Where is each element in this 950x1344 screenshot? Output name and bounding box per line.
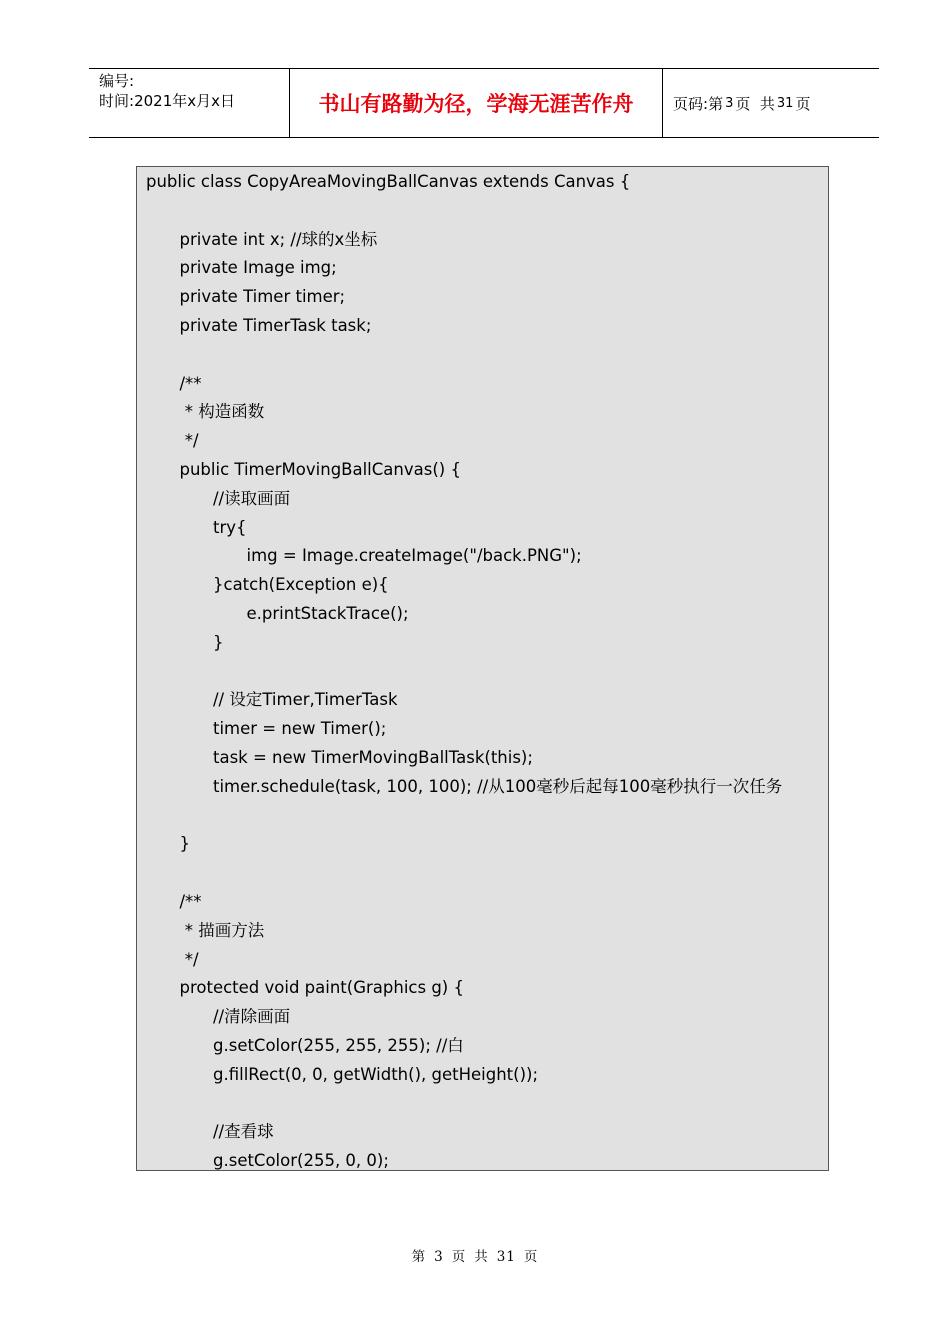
footer-total-label: 共 [474, 1249, 489, 1265]
code-line: */ [179, 949, 199, 969]
footer-post: 页 [523, 1249, 539, 1265]
code-line: * 描画方法 [179, 920, 265, 940]
code-line: try{ [213, 517, 247, 537]
code-line: g.fillRect(0, 0, getWidth(), getHeight()); [213, 1064, 539, 1084]
code-line: */ [179, 431, 199, 451]
code-line: g.setColor(255, 255, 255); //白 [213, 1036, 464, 1055]
code-line: protected void paint(Graphics g) { [179, 978, 464, 998]
page-post: 页 [795, 94, 811, 113]
code-line: * 构造函数 [179, 402, 265, 422]
header-motto [290, 69, 663, 137]
footer-pre: 第 [411, 1249, 427, 1265]
code-line: //查看球 [213, 1122, 274, 1142]
code-line: /** [179, 892, 202, 911]
time-row [99, 91, 289, 111]
header-meta [89, 69, 290, 137]
code-line: // 设定Timer,TimerTask [213, 690, 398, 710]
code-block [136, 166, 829, 1171]
code-line: timer = new Timer(); [213, 719, 387, 739]
code-line: } [213, 632, 224, 652]
code-line: //读取画面 [213, 488, 291, 508]
code-line: img = Image.createImage("/back.PNG"); [246, 546, 582, 566]
code-line: public TimerMovingBallCanvas() { [179, 460, 461, 479]
code-line: public class CopyAreaMovingBallCanvas extends Canvas { [146, 172, 631, 191]
code-line: private int x; //球的x坐标 [179, 229, 378, 249]
code-line: g.setColor(255, 0, 0); [213, 1151, 389, 1171]
page-pre: 第 [708, 94, 724, 113]
page-total: 31 [776, 95, 794, 111]
code-line: //清除画面 [213, 1007, 291, 1027]
code-line: private TimerTask task; [179, 316, 372, 335]
code-line: }catch(Exception e){ [213, 575, 389, 595]
header-page-info [663, 69, 879, 137]
page-label: 页码: [673, 94, 709, 113]
code-line: private Timer timer; [179, 287, 346, 307]
footer-page-number: 3 [434, 1249, 444, 1265]
motto-text: 书山有路勤为径，学海无涯苦作舟 [318, 91, 634, 116]
code-line: } [179, 834, 190, 854]
code-line: e.printStackTrace(); [246, 604, 409, 623]
page-footer [0, 1245, 950, 1265]
date-value: 2021年x月x日 [134, 92, 235, 110]
code-line: task = new TimerMovingBallTask(this); [213, 748, 533, 767]
number-label: 编号: [99, 72, 135, 90]
code-line: /** [179, 373, 202, 393]
footer-mid: 页 [451, 1249, 467, 1265]
page-header [89, 68, 879, 138]
time-label: 时间: [99, 92, 135, 110]
footer-total: 31 [496, 1249, 516, 1265]
page-mid: 页 共 [735, 94, 775, 113]
code-line: private Image img; [179, 258, 337, 278]
page-number: 3 [725, 95, 734, 111]
code-line: timer.schedule(task, 100, 100); //从100毫秒后起每100毫秒执行一次任务 [213, 776, 783, 796]
